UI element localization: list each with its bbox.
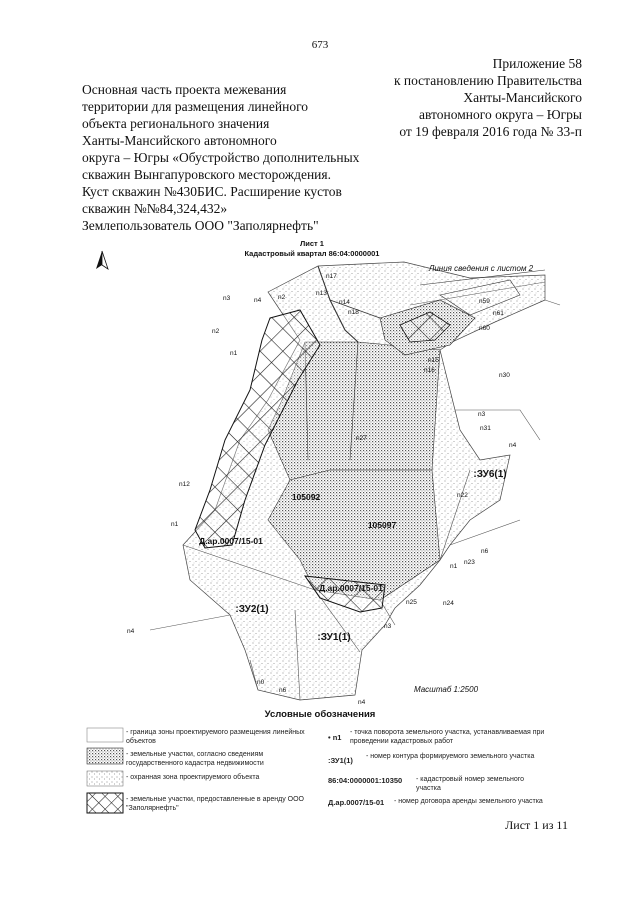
title-line: Землепользователь ООО "Заполярнефть" (82, 218, 319, 233)
point-label: n4 (254, 297, 262, 304)
appendix-line: автономного округа – Югры (419, 107, 582, 122)
legend-registered-swatch (87, 748, 123, 764)
point-label: n18 (348, 309, 359, 316)
cadastral-map (0, 236, 640, 706)
legend-leased-text: - земельные участки, предоставленные в аренду ООО "Заполярнефть" (126, 796, 304, 812)
point-label: n15 (428, 357, 439, 364)
document-title (82, 81, 412, 234)
junction-label: Линия сведения с листом 2 (428, 264, 534, 273)
legend-registered-text: - земельные участки, согласно сведениям государственного кадастра недвижимости (126, 751, 264, 767)
legend-swatches (86, 726, 126, 816)
title-line: Куст скважин №430БИС. Расширение кустов (82, 184, 342, 199)
title-line: скважин Вынгапуровского месторождения. (82, 167, 331, 182)
point-label: n3 (223, 295, 231, 302)
map-quarter-label: Кадастровый квартал 86:04:0000001 (244, 249, 380, 258)
legend-zu-text: - номер контура формируемого земельного участка (366, 753, 535, 760)
point-label: n3 (478, 411, 486, 418)
title-line: скважин №№84,324,432» (82, 201, 228, 216)
point-label: n24 (443, 600, 454, 607)
legend-cadastral-text: - кадастровый номер земельного участка (416, 776, 525, 792)
sheet-counter: Лист 1 из 11 (505, 818, 568, 832)
legend-point-symbol: • n1 (328, 733, 342, 742)
point-label: n16 (424, 367, 435, 374)
zu1-label: :ЗУ1(1) (317, 632, 351, 643)
title-line: Ханты-Мансийского автономного (82, 133, 277, 148)
title-line: территории для размещения линейного (82, 99, 309, 114)
legend-boundary-text: - граница зоны проектируемого размещения линейных объектов (126, 729, 305, 745)
appendix-line: Приложение 58 (492, 56, 582, 71)
title-line: округа – Югры «Обустройство дополнительных (82, 150, 360, 165)
appendix-line: к постановлению Правительства (393, 73, 582, 88)
point-label: n4 (358, 699, 366, 706)
lease-label-2: Д.ар.0007/15-01 (319, 583, 383, 593)
point-label: n1 (171, 521, 179, 528)
point-label: n17 (326, 273, 337, 280)
title-line: объекта регионального значения (82, 116, 270, 131)
parcel-label-105092: 105092 (291, 492, 321, 502)
legend-protective-text: - охранная зона проектируемого объекта (126, 774, 260, 781)
legend-protective-swatch (87, 771, 123, 786)
appendix-line: Ханты-Мансийского (463, 90, 582, 105)
legend-zu-symbol: :ЗУ1(1) (328, 756, 353, 765)
scale-label: Масштаб 1:2500 (413, 685, 479, 694)
legend-boundary-swatch (87, 728, 123, 742)
point-label: n1 (450, 563, 458, 570)
north-arrow-icon (96, 251, 108, 269)
lease-label-1: Д.ар.0007/15-01 (199, 536, 263, 546)
point-label: n22 (457, 492, 468, 499)
point-label: n31 (480, 425, 491, 432)
point-label: n0 (257, 679, 265, 686)
point-label: n6 (279, 687, 287, 694)
zu2-label: :ЗУ2(1) (235, 604, 269, 615)
point-label: n4 (127, 628, 135, 635)
point-label: n2 (212, 328, 220, 335)
point-label: n1 (230, 350, 238, 357)
legend-point-text: - точка поворота земельного участка, устанавливаемая при проведении кадастровых работ (350, 729, 545, 745)
point-label: n13 (316, 290, 327, 297)
point-label: n30 (499, 372, 510, 379)
page-number: 673 (311, 39, 329, 51)
legend-lease-text: - номер договора аренды земельного участка (394, 798, 543, 805)
point-label: n12 (179, 481, 190, 488)
parcel-label-105097: 105097 (367, 520, 397, 530)
legend-cadastral-symbol: 86:04:0000001:10350 (328, 776, 403, 785)
legend-title: Условные обозначения (264, 709, 376, 720)
zu6-label: :ЗУ6(1) (473, 469, 507, 480)
point-label: n61 (493, 310, 504, 317)
map-sheet-label: Лист 1 (300, 239, 324, 248)
legend-lease-symbol: Д.ар.0007/15-01 (328, 798, 385, 807)
point-label: n60 (479, 325, 490, 332)
point-label: n2 (278, 294, 286, 301)
point-label: n25 (406, 599, 417, 606)
point-label: n23 (464, 559, 475, 566)
point-label: n27 (356, 435, 367, 442)
title-line: Основная часть проекта межевания (82, 82, 287, 97)
point-label: n14 (339, 299, 350, 306)
appendix-line: от 19 февраля 2016 года № 33-п (399, 124, 582, 139)
point-label: n59 (479, 298, 490, 305)
legend-leased-swatch (87, 793, 123, 813)
point-label: n4 (509, 442, 517, 449)
point-label: n3 (384, 623, 392, 630)
point-label: n6 (481, 548, 489, 555)
